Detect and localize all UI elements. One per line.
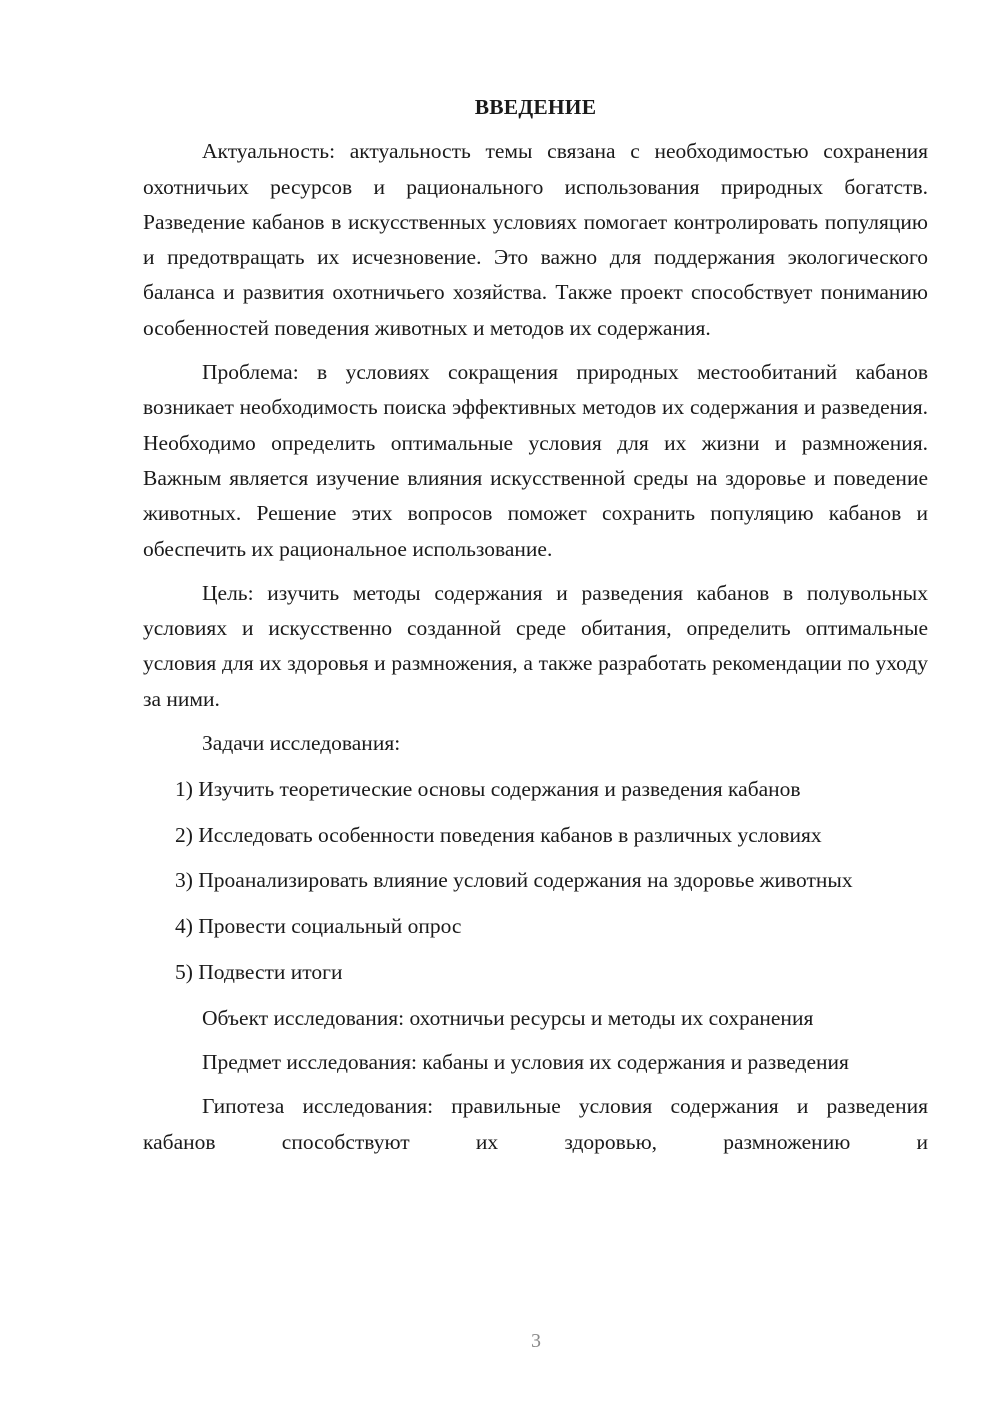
hypothesis-paragraph: Гипотеза исследования: правильные условия содержания и разведения кабанов способствуют их здоровью, размножению и [143, 1094, 928, 1154]
task-item-1: 1) Изучить теоретические основы содержания и разведения кабанов [175, 776, 801, 801]
page-number: 3 [531, 1330, 541, 1352]
task-item-3: 3) Проанализировать влияние условий содержания на здоровье животных [175, 868, 853, 893]
relevance-paragraph: Актуальность: актуальность темы связана с необходимостью сохранения охотничьих ресурсов и рационального использования природных богатств. Разведение кабанов в искусственных условиях помогает контролировать популяцию и предотвращать их исчезновение. Это важно для поддержания экологического баланса и развития охотничьего хозяйства. Также проект способствует пониманию особенностей поведения животных и методов их содержания. [143, 139, 928, 340]
document-page [143, 90, 928, 1169]
problem-paragraph: Проблема: в условиях сокращения природных местообитаний кабанов возникает необходимость поиска эффективных методов их содержания и разведения. Необходимо определить оптимальные условия для их жизни и размножения. Важным является изучение влияния искусственной среды на здоровье и поведение животных. Решение этих вопросов поможет сохранить популяцию кабанов и обеспечить их рациональное использование. [143, 360, 928, 561]
task-item-5: 5) Подвести итоги [175, 960, 343, 985]
task-item-2: 2) Исследовать особенности поведения кабанов в различных условиях [175, 822, 822, 847]
research-subject-paragraph: Предмет исследования: кабаны и условия их содержания и разведения [202, 1050, 849, 1075]
task-item-4: 4) Провести социальный опрос [175, 914, 462, 939]
goal-paragraph: Цель: изучить методы содержания и разведения кабанов в полувольных условиях и искусственно созданной среде обитания, определить оптимальные условия для их здоровья и размножения, а также разработать рекомендации по уходу за ними. [143, 580, 928, 711]
section-heading: ВВЕДЕНИЕ [474, 95, 597, 119]
tasks-title: Задачи исследования: [202, 731, 401, 756]
research-object-paragraph: Объект исследования: охотничьи ресурсы и методы их сохранения [202, 1005, 814, 1030]
